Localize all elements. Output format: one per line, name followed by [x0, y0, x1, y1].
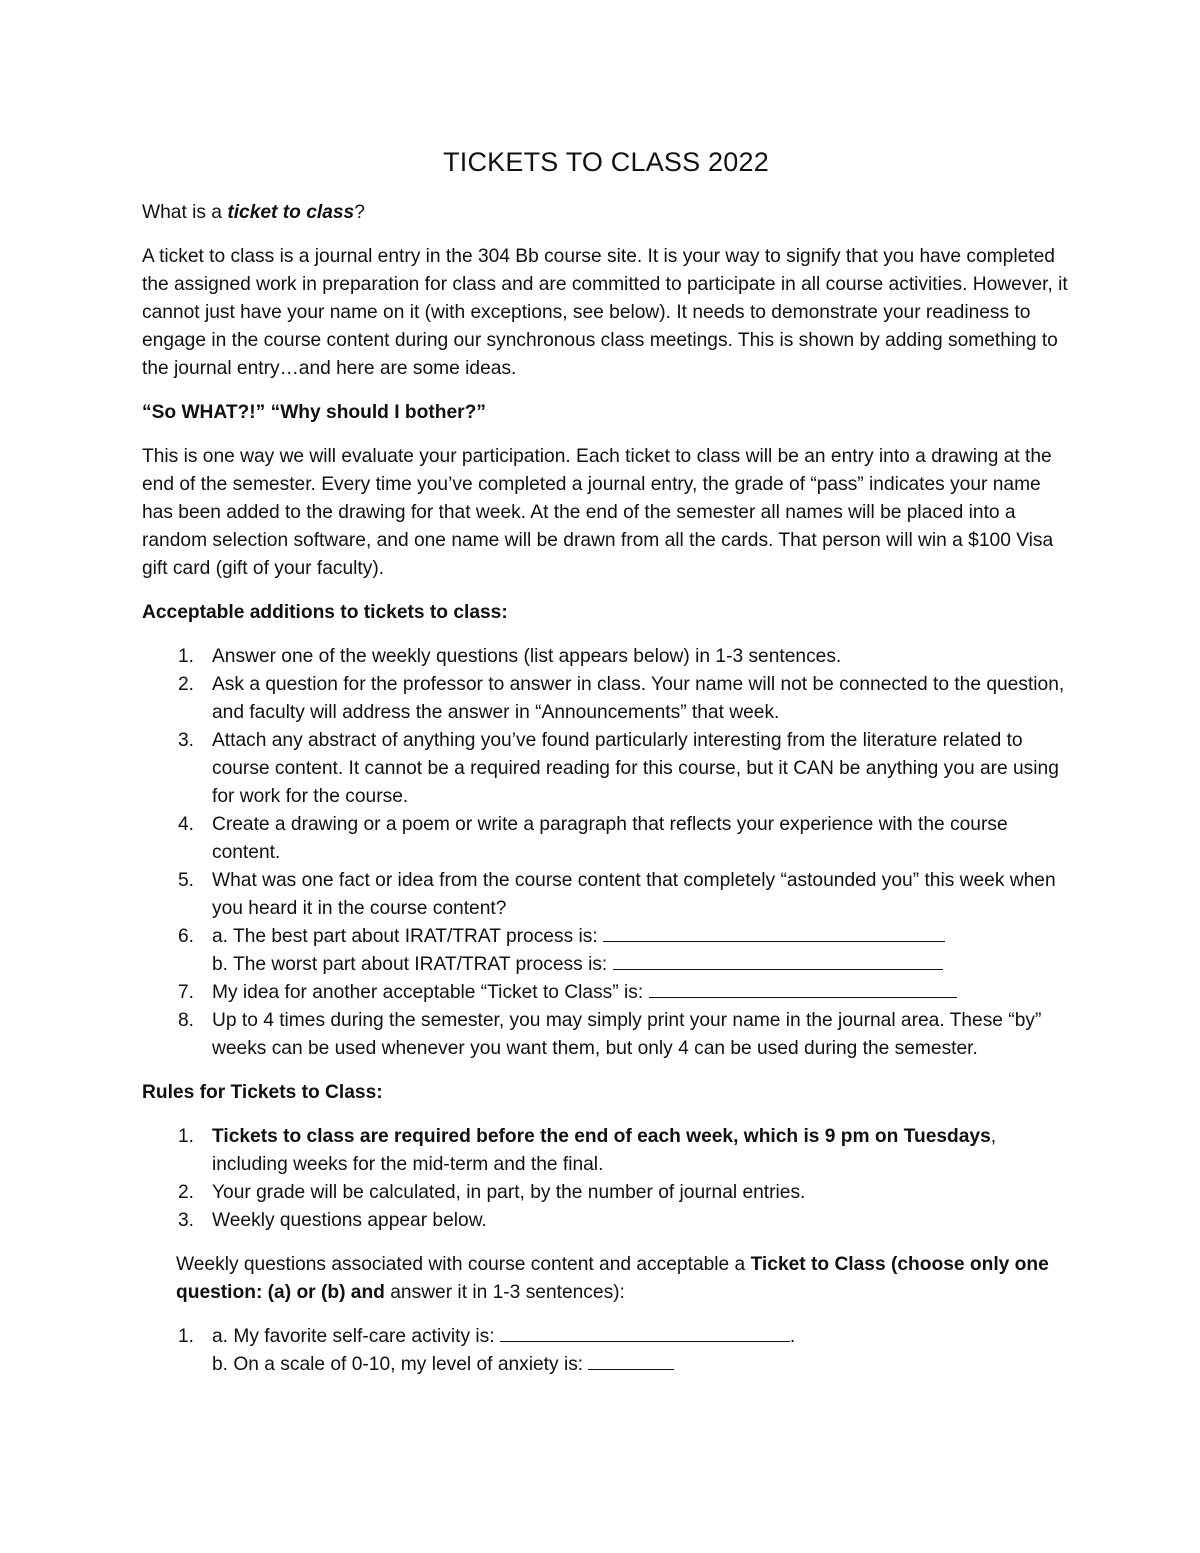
- weekly-intro: [142, 1251, 1070, 1307]
- weekly-intro-bold: Ticket to Class: [750, 1254, 886, 1275]
- list-item: [142, 811, 1070, 867]
- list-item-text: Ask a question for the professor to answer in class. Your name will not be connected to the question, and faculty will address the answer in “Announcements” that week.: [212, 674, 1065, 723]
- list-number: 8.: [178, 1010, 195, 1031]
- list-item-text: , including weeks for the mid-term and the final.: [212, 1126, 997, 1175]
- list-number: 2.: [178, 1182, 195, 1203]
- rule-bold-text: Tickets to class are required before the end of each week, which is 9 pm on Tuesdays: [212, 1126, 991, 1147]
- list-item-text: Your grade will be calculated, in part, by the number of journal entries.: [212, 1182, 806, 1203]
- so-what-heading: “So WHAT?!” “Why should I bother?”: [142, 402, 486, 423]
- list-item-text: Up to 4 times during the semester, you may simply print your name in the journal area. These “by” weeks can be used whenever you want them, but only 4 can be used during the semester.: [212, 1010, 1042, 1059]
- list-item-text: My idea for another acceptable “Ticket to Class” is:: [212, 982, 649, 1003]
- list-item: [142, 1323, 1070, 1379]
- sub-item-a-text: a. My favorite self-care activity is:: [212, 1326, 500, 1347]
- acceptable-list: [142, 643, 1070, 1063]
- list-item-text: Answer one of the weekly questions (list appears below) in 1-3 sentences.: [212, 646, 842, 667]
- list-item: [142, 1123, 1070, 1179]
- sub-item-a-period: .: [789, 1326, 796, 1347]
- list-item: [142, 643, 1070, 671]
- fill-in-blank: [613, 951, 943, 970]
- list-item: [142, 1207, 1070, 1235]
- list-number: 3.: [178, 1210, 195, 1231]
- list-item: [142, 727, 1070, 811]
- sub-item-a: [212, 923, 1070, 951]
- intro-question-mark: ?: [354, 202, 365, 223]
- list-number: 1.: [178, 1326, 195, 1347]
- sub-item-b-text: b. The worst part about IRAT/TRAT process is:: [212, 954, 613, 975]
- fill-in-blank: [649, 979, 957, 998]
- weekly-intro-bold-choice: (choose only one question: (a) or (b) and: [176, 1254, 1049, 1303]
- list-item: [142, 923, 1070, 979]
- page-title: TICKETS TO CLASS 2022: [443, 147, 769, 177]
- sub-item-a: [212, 1323, 1070, 1351]
- list-item: [142, 1007, 1070, 1063]
- so-what-paragraph: This is one way we will evaluate your participation. Each ticket to class will be an entry into a drawing at the end of the semester. Every time you’ve completed a journal entry, the grade of “pass” indicates your name has been added to the drawing for that week. At the end of the semester all names will be placed into a random selection software, and one name will be drawn from all the cards. That person will win a $100 Visa gift card (gift of your faculty).: [142, 446, 1054, 579]
- rules-heading: Rules for Tickets to Class:: [142, 1082, 383, 1103]
- list-item-text: Attach any abstract of anything you’ve found particularly interesting from the literature related to course content. It cannot be a required reading for this course, but it CAN be anything you are using for work for the course.: [212, 730, 1059, 807]
- list-item: [142, 867, 1070, 923]
- list-number: 2.: [178, 674, 195, 695]
- sub-item-b-text: b. On a scale of 0-10, my level of anxiety is:: [212, 1354, 589, 1375]
- list-item: [142, 671, 1070, 727]
- fill-in-blank: [603, 923, 945, 942]
- list-item-text: Weekly questions appear below.: [212, 1210, 487, 1231]
- list-number: 3.: [178, 730, 195, 751]
- list-number: 7.: [178, 982, 195, 1003]
- intro-paragraph: A ticket to class is a journal entry in the 304 Bb course site. It is your way to signify that you have completed the assigned work in preparation for class and are committed to participate in all course activities. However, it cannot just have your name on it (with exceptions, see below). It needs to demonstrate your readiness to engage in the course content during our synchronous class meetings. This is shown by adding something to the journal entry…and here are some ideas.: [142, 246, 1068, 379]
- intro-question: [142, 199, 1070, 227]
- weekly-questions-list: [142, 1323, 1070, 1379]
- intro-question-text: What is a: [142, 202, 228, 223]
- fill-in-blank: [500, 1323, 790, 1342]
- sub-item-b: [212, 1351, 1070, 1379]
- list-item-text: What was one fact or idea from the course content that completely “astounded you” this week when you heard it in the course content?: [212, 870, 1056, 919]
- acceptable-heading: Acceptable additions to tickets to class:: [142, 602, 508, 623]
- list-item-text: Create a drawing or a poem or write a paragraph that reflects your experience with the course content.: [212, 814, 1008, 863]
- list-item: [142, 979, 1070, 1007]
- list-item: [142, 1179, 1070, 1207]
- sub-item-a-text: a. The best part about IRAT/TRAT process is:: [212, 926, 604, 947]
- list-number: 6.: [178, 926, 195, 947]
- weekly-intro-text: Weekly questions associated with course content and acceptable a: [176, 1254, 751, 1275]
- sub-item-b: [212, 951, 1070, 979]
- intro-question-emphasis: ticket to class: [227, 202, 355, 223]
- list-number: 1.: [178, 1126, 195, 1147]
- list-number: 1.: [178, 646, 195, 667]
- fill-in-blank: [588, 1351, 674, 1370]
- list-number: 4.: [178, 814, 195, 835]
- list-number: 5.: [178, 870, 195, 891]
- rules-list: [142, 1123, 1070, 1235]
- weekly-intro-end: answer it in 1-3 sentences):: [384, 1282, 625, 1303]
